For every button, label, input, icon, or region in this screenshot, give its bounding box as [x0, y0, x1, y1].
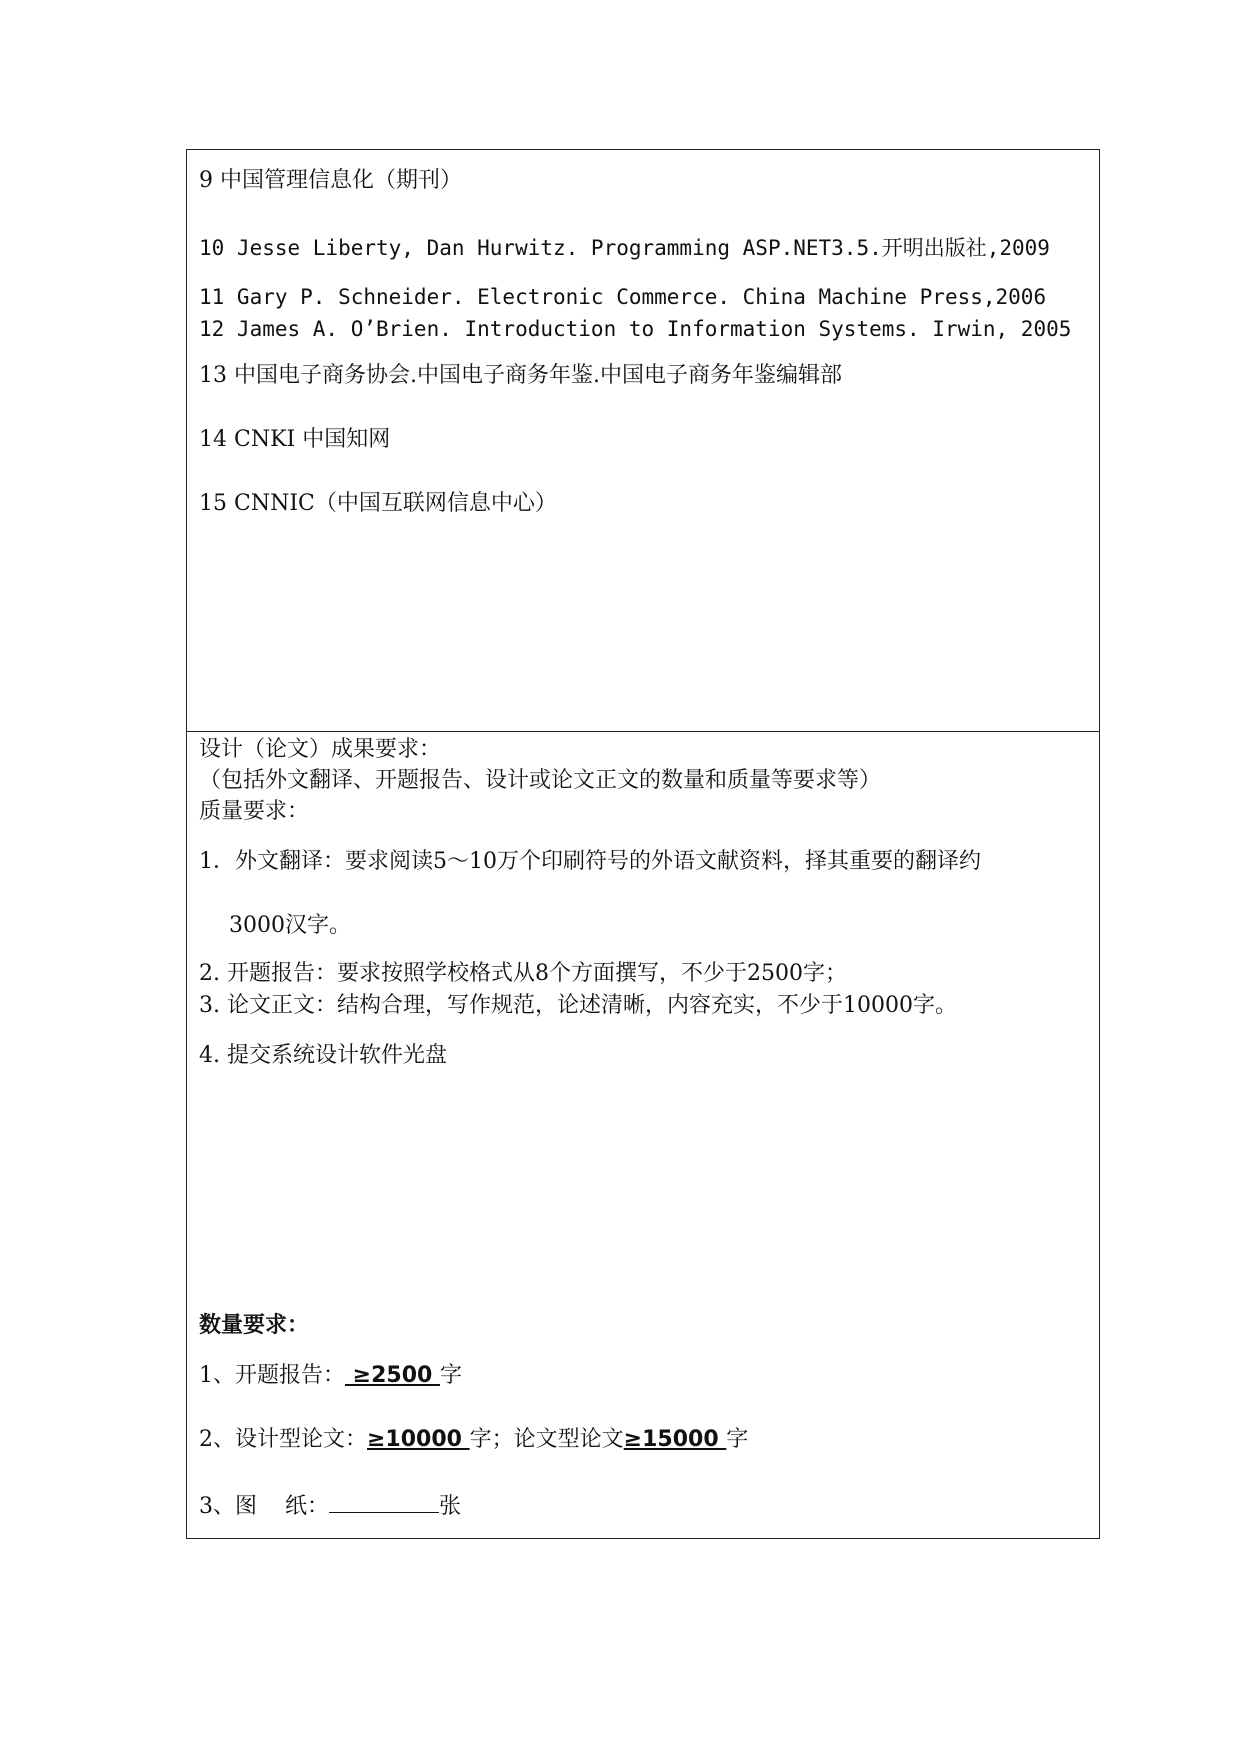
quantity-item-3-label: 3、图 纸：: [199, 1494, 329, 1519]
quantity-item-2-unit: 字: [726, 1427, 749, 1452]
reference-12: 12 James A. O’Brien. Introduction to Information Systems. Irwin, 2005: [199, 317, 1072, 341]
quantity-item-2-mid: 字；论文型论文: [469, 1427, 624, 1452]
quantity-item-2-label: 2、设计型论文：: [199, 1427, 367, 1452]
quality-item-4: 4. 提交系统设计软件光盘: [199, 1043, 447, 1068]
quantity-item-2: [199, 1426, 748, 1454]
quantity-title: 数量要求：: [199, 1313, 310, 1338]
quantity-item-1-value: ≥2500: [345, 1363, 440, 1388]
reference-13: 13 中国电子商务协会.中国电子商务年鉴.中国电子商务年鉴编辑部: [199, 363, 842, 388]
quantity-item-1: [199, 1362, 462, 1390]
quality-item-1-cont: 3000汉字。: [229, 913, 351, 938]
reference-15: 15 CNNIC（中国互联网信息中心）: [199, 491, 557, 516]
reference-11: 11 Gary P. Schneider. Electronic Commerce. China Machine Press,2006: [199, 285, 1047, 309]
quality-item-1: 1．外文翻译：要求阅读5～10万个印刷符号的外语文献资料，择其重要的翻译约: [199, 849, 981, 874]
reference-14: 14 CNKI 中国知网: [199, 427, 391, 452]
quantity-item-3-unit: 张: [438, 1494, 461, 1519]
requirements-subtitle: （包括外文翻译、开题报告、设计或论文正文的数量和质量等要求等）: [199, 768, 882, 793]
quality-title: 质量要求：: [199, 799, 310, 824]
quality-item-2: 2. 开题报告：要求按照学校格式从8个方面撰写，不少于2500字；: [199, 961, 847, 986]
quantity-item-1-unit: 字: [439, 1363, 462, 1388]
quality-item-3: 3. 论文正文：结构合理，写作规范，论述清晰，内容充实，不少于10000字。: [199, 993, 957, 1018]
reference-10: 10 Jesse Liberty, Dan Hurwitz. Programming ASP.NET3.5.开明出版社,2009: [199, 236, 1050, 260]
requirements-title: 设计（论文）成果要求：: [199, 737, 442, 762]
section-divider: [187, 731, 1099, 732]
drawings-count-blank: [329, 1490, 439, 1513]
task-table: [186, 149, 1100, 1539]
reference-9: 9 中国管理信息化（期刊）: [199, 168, 462, 193]
quantity-item-1-label: 1、开题报告：: [199, 1363, 345, 1388]
quantity-item-2-value-thesis: ≥15000: [623, 1427, 727, 1452]
quantity-item-3: [199, 1490, 461, 1521]
quantity-item-2-value-design: ≥10000: [367, 1427, 470, 1452]
